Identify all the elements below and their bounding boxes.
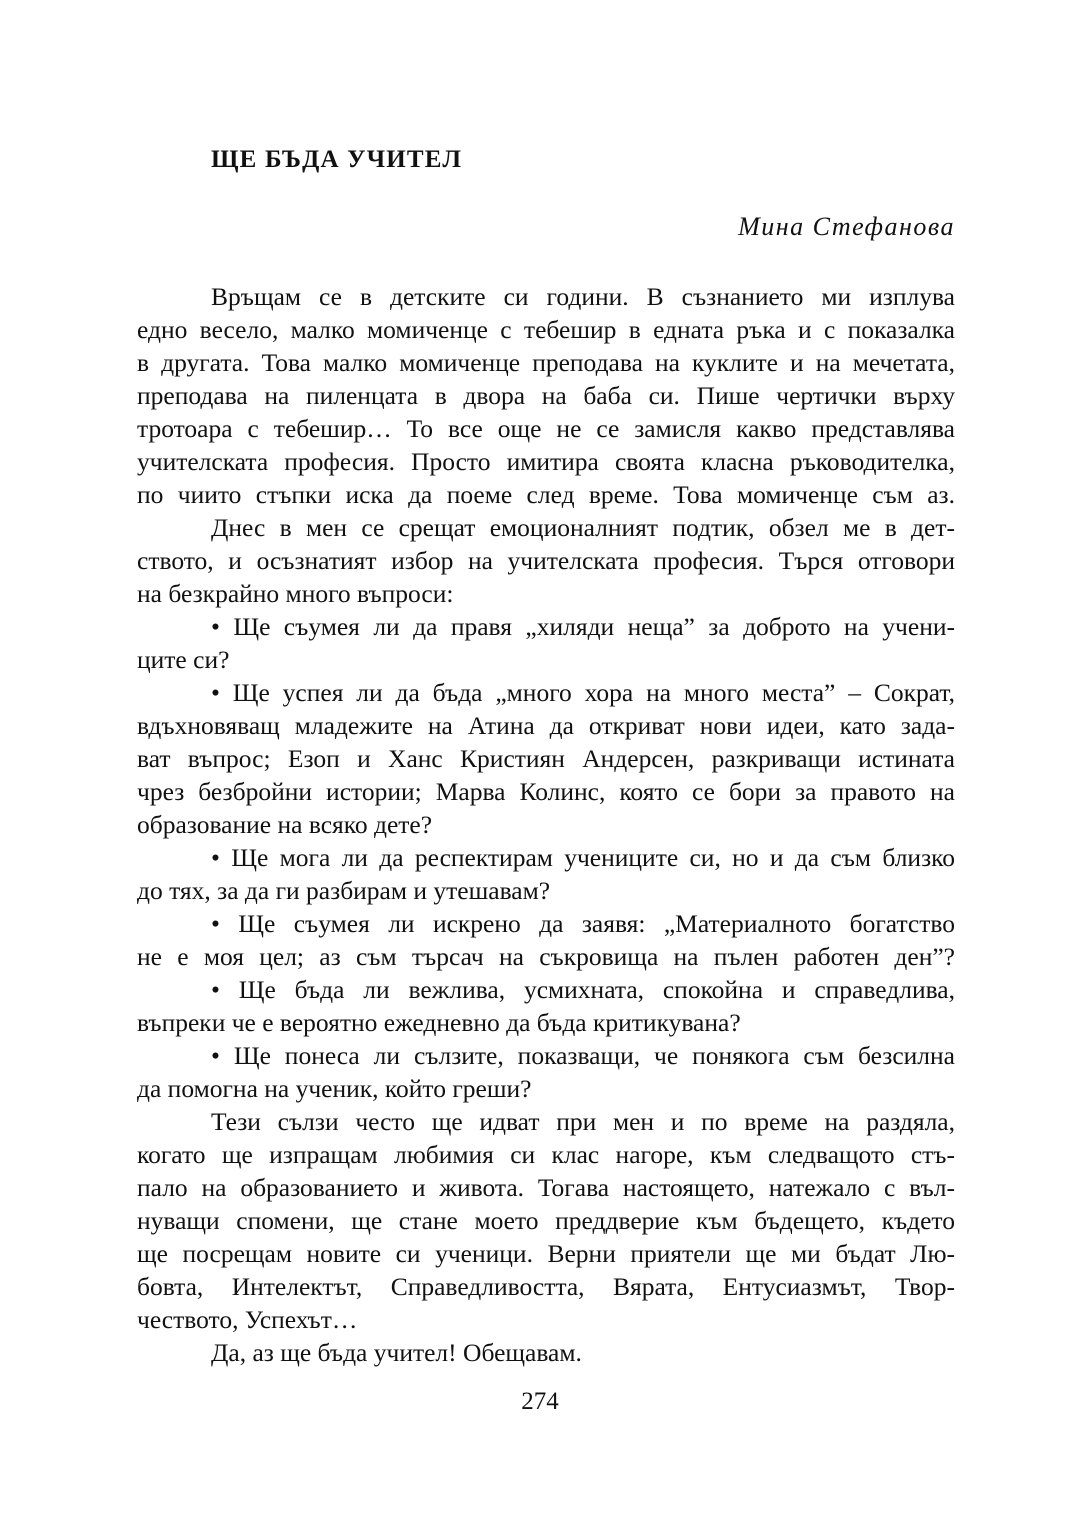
text-line: в другата. Това малко момиченце преподава на куклите и на мечетата, xyxy=(137,348,955,377)
text-line: Да, аз ще бъда учител! Обещавам. xyxy=(211,1338,582,1367)
bullet-line: • Ще успея ли да бъда „много хора на много места” – Сократ, xyxy=(211,678,955,707)
text-line: да помогна на ученик, който греши? xyxy=(137,1074,532,1103)
text-line: не е моя цел; аз съм търсач на съкровища на пълен работен ден”? xyxy=(137,942,955,971)
text-line: тротоара с тебешир… То все още не се замисля какво представлява xyxy=(137,414,955,443)
text-line: ците си? xyxy=(137,645,230,674)
text-line: въпреки че е вероятно ежедневно да бъда критикувана? xyxy=(137,1008,741,1037)
body-text xyxy=(137,280,955,1369)
text-line: Връщам се в детските си години. В съзнанието ми изплува xyxy=(211,282,955,311)
text-line: Тези сълзи често ще идват при мен и по време на раздяла, xyxy=(211,1107,955,1136)
bullet-line: • Ще бъда ли вежлива, усмихната, спокойна и справедлива, xyxy=(211,975,955,1004)
text-line: пало на образованието и живота. Тогава настоящето, натежало с въл- xyxy=(137,1173,955,1202)
bullet-line: • Ще съумея ли искрено да заявя: „Материалното богатство xyxy=(211,909,955,938)
page-title: ЩЕ БЪДА УЧИТЕЛ xyxy=(211,146,463,173)
text-line: вдъхновяващ младежите на Атина да откриват нови идеи, като зада- xyxy=(137,711,955,740)
bullet-line: • Ще мога ли да респектирам учениците си, но и да съм близко xyxy=(211,843,955,872)
text-line: образование на всяко дете? xyxy=(137,810,433,839)
text-line: учителската професия. Просто имитира своята класна ръководителка, xyxy=(137,447,955,476)
author-name: Мина Стефанова xyxy=(738,212,955,241)
page-number: 274 xyxy=(521,1388,559,1415)
text-line: нуващи спомени, ще стане моето преддверие към бъдещето, където xyxy=(137,1206,955,1235)
text-line: чеството, Успехът… xyxy=(137,1305,358,1334)
text-line: когато ще изпращам любимия си клас нагоре, към следващото стъ- xyxy=(137,1140,955,1169)
text-line: на безкрайно много въпроси: xyxy=(137,579,454,608)
bullet-line: • Ще съумея ли да правя „хиляди неща” за доброто на учени- xyxy=(211,612,955,641)
text-line: ще посрещам новите си ученици. Верни приятели ще ми бъдат Лю- xyxy=(137,1239,955,1268)
text-line: преподава на пиленцата в двора на баба си. Пише чертички върху xyxy=(137,381,955,410)
text-line: бовта, Интелектът, Справедливостта, Вярата, Ентусиазмът, Твор- xyxy=(137,1272,955,1301)
text-line: чрез безбройни истории; Марва Колинс, която се бори за правото на xyxy=(137,777,955,806)
text-line: по чиито стъпки иска да поеме след време. Това момиченце съм аз. xyxy=(137,480,955,509)
text-line: ството, и осъзнатият избор на учителската професия. Търся отговори xyxy=(137,546,955,575)
bullet-line: • Ще понеса ли сълзите, показващи, че понякога съм безсилна xyxy=(211,1041,955,1070)
text-line: ват въпрос; Езоп и Ханс Кристиян Андерсен, разкриващи истината xyxy=(137,744,955,773)
text-line: до тях, за да ги разбирам и утешавам? xyxy=(137,876,551,905)
text-line: едно весело, малко момиченце с тебешир в едната ръка и с показалка xyxy=(137,315,955,344)
text-line: Днес в мен се срещат емоционалният подтик, обзел ме в дет- xyxy=(211,513,955,542)
